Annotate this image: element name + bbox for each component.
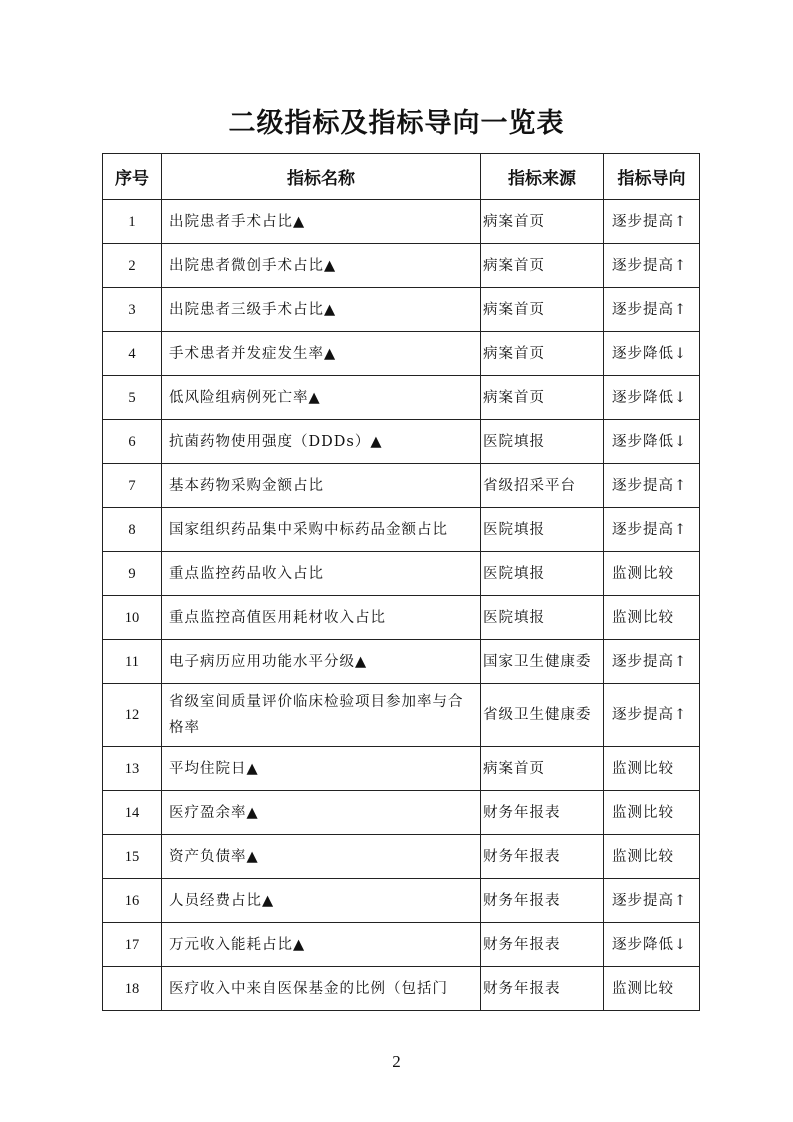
indicator-source: 医院填报	[481, 552, 604, 596]
indicator-name: 平均住院日▲	[162, 747, 481, 791]
indicator-direction: 逐步提高↑	[604, 508, 700, 552]
table-row	[103, 923, 700, 967]
indicator-direction: 逐步降低↓	[604, 332, 700, 376]
indicator-table	[102, 153, 700, 1011]
indicator-name: 基本药物采购金额占比	[162, 464, 481, 508]
table-row	[103, 596, 700, 640]
indicator-name: 出院患者微创手术占比▲	[162, 244, 481, 288]
table-row	[103, 747, 700, 791]
indicator-name: 省级室间质量评价临床检验项目参加率与合格率	[162, 684, 481, 747]
indicator-source: 病案首页	[481, 332, 604, 376]
row-number: 1	[103, 200, 162, 244]
indicator-source: 财务年报表	[481, 923, 604, 967]
indicator-direction: 逐步提高↑	[604, 200, 700, 244]
indicator-name: 出院患者手术占比▲	[162, 200, 481, 244]
indicator-name: 医疗盈余率▲	[162, 791, 481, 835]
indicator-direction: 监测比较	[604, 791, 700, 835]
indicator-direction: 逐步降低↓	[604, 923, 700, 967]
indicator-direction: 逐步提高↑	[604, 640, 700, 684]
table-row	[103, 376, 700, 420]
indicator-direction: 逐步提高↑	[604, 288, 700, 332]
table-row	[103, 420, 700, 464]
table-row	[103, 879, 700, 923]
row-number: 9	[103, 552, 162, 596]
table-row	[103, 684, 700, 747]
table-row	[103, 288, 700, 332]
indicator-name: 重点监控药品收入占比	[162, 552, 481, 596]
indicator-direction: 逐步提高↑	[604, 879, 700, 923]
table-row	[103, 464, 700, 508]
row-number: 3	[103, 288, 162, 332]
table-header-row	[103, 154, 700, 200]
indicator-source: 医院填报	[481, 508, 604, 552]
header-no: 序号	[103, 154, 162, 200]
table-row	[103, 791, 700, 835]
indicator-source: 病案首页	[481, 200, 604, 244]
header-name: 指标名称	[162, 154, 481, 200]
indicator-source: 病案首页	[481, 747, 604, 791]
indicator-name: 低风险组病例死亡率▲	[162, 376, 481, 420]
indicator-direction: 监测比较	[604, 835, 700, 879]
row-number: 15	[103, 835, 162, 879]
row-number: 7	[103, 464, 162, 508]
table-row	[103, 640, 700, 684]
header-source: 指标来源	[481, 154, 604, 200]
table-row	[103, 508, 700, 552]
row-number: 8	[103, 508, 162, 552]
indicator-name: 出院患者三级手术占比▲	[162, 288, 481, 332]
indicator-source: 财务年报表	[481, 835, 604, 879]
indicator-name: 抗菌药物使用强度（DDDs）▲	[162, 420, 481, 464]
indicator-source: 省级卫生健康委	[481, 684, 604, 747]
indicator-direction: 逐步降低↓	[604, 376, 700, 420]
row-number: 11	[103, 640, 162, 684]
indicator-source: 财务年报表	[481, 879, 604, 923]
indicator-source: 省级招采平台	[481, 464, 604, 508]
indicator-direction: 监测比较	[604, 552, 700, 596]
indicator-source: 财务年报表	[481, 791, 604, 835]
indicator-source: 医院填报	[481, 420, 604, 464]
row-number: 13	[103, 747, 162, 791]
indicator-source: 病案首页	[481, 288, 604, 332]
indicator-name: 重点监控高值医用耗材收入占比	[162, 596, 481, 640]
indicator-direction: 逐步提高↑	[604, 684, 700, 747]
indicator-name: 人员经费占比▲	[162, 879, 481, 923]
indicator-source: 病案首页	[481, 244, 604, 288]
row-number: 16	[103, 879, 162, 923]
indicator-source: 国家卫生健康委	[481, 640, 604, 684]
page-number: 2	[392, 1052, 401, 1071]
row-number: 4	[103, 332, 162, 376]
row-number: 2	[103, 244, 162, 288]
indicator-direction: 逐步提高↑	[604, 464, 700, 508]
page-title: 二级指标及指标导向一览表	[228, 108, 565, 139]
indicator-source: 病案首页	[481, 376, 604, 420]
indicator-name: 万元收入能耗占比▲	[162, 923, 481, 967]
row-number: 17	[103, 923, 162, 967]
row-number: 6	[103, 420, 162, 464]
indicator-name: 国家组织药品集中采购中标药品金额占比	[162, 508, 481, 552]
row-number: 5	[103, 376, 162, 420]
indicator-direction: 监测比较	[604, 967, 700, 1011]
indicator-direction: 监测比较	[604, 747, 700, 791]
indicator-direction: 监测比较	[604, 596, 700, 640]
table-row	[103, 967, 700, 1011]
indicator-direction: 逐步提高↑	[604, 244, 700, 288]
indicator-direction: 逐步降低↓	[604, 420, 700, 464]
row-number: 10	[103, 596, 162, 640]
row-number: 18	[103, 967, 162, 1011]
indicator-name: 医疗收入中来自医保基金的比例（包括门	[162, 967, 481, 1011]
indicator-name: 手术患者并发症发生率▲	[162, 332, 481, 376]
table-row	[103, 200, 700, 244]
header-direction: 指标导向	[604, 154, 700, 200]
table-row	[103, 244, 700, 288]
table-row	[103, 332, 700, 376]
row-number: 14	[103, 791, 162, 835]
indicator-source: 医院填报	[481, 596, 604, 640]
indicator-name: 资产负债率▲	[162, 835, 481, 879]
row-number: 12	[103, 684, 162, 747]
indicator-source: 财务年报表	[481, 967, 604, 1011]
table-row	[103, 552, 700, 596]
table-row	[103, 835, 700, 879]
indicator-name: 电子病历应用功能水平分级▲	[162, 640, 481, 684]
